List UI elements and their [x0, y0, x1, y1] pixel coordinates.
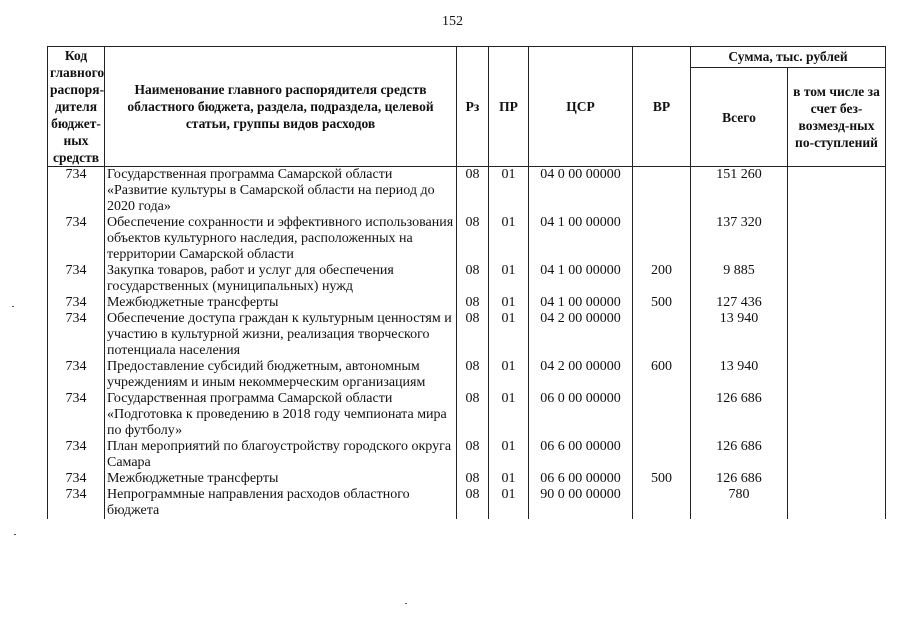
cell-pr: 01 — [489, 263, 529, 295]
cell-rz: 08 — [457, 311, 489, 359]
table-row — [48, 391, 886, 439]
cell-rz: 08 — [457, 167, 489, 216]
cell-total: 126 686 — [691, 471, 788, 487]
scan-speck — [405, 603, 407, 604]
cell-code: 734 — [48, 439, 105, 471]
cell-csr: 04 1 00 00000 — [529, 295, 633, 311]
cell-vr: 200 — [633, 263, 691, 295]
table-row — [48, 167, 886, 216]
cell-total: 126 686 — [691, 439, 788, 471]
cell-csr: 06 6 00 00000 — [529, 471, 633, 487]
cell-grants — [788, 215, 886, 263]
table-row — [48, 263, 886, 295]
cell-vr — [633, 311, 691, 359]
cell-name: Закупка товаров, работ и услуг для обеспечения государственных (муниципальных) нужд — [105, 263, 457, 295]
cell-csr: 04 2 00 00000 — [529, 311, 633, 359]
cell-total: 9 885 — [691, 263, 788, 295]
cell-pr: 01 — [489, 215, 529, 263]
cell-pr: 01 — [489, 471, 529, 487]
cell-pr: 01 — [489, 391, 529, 439]
header-vr: ВР — [633, 47, 691, 167]
page-number: 152 — [442, 14, 463, 29]
scan-speck — [14, 534, 16, 535]
cell-rz: 08 — [457, 263, 489, 295]
cell-name: Государственная программа Самарской области «Подготовка к проведению в 2018 году чемпионата мира по футболу» — [105, 391, 457, 439]
cell-rz: 08 — [457, 439, 489, 471]
cell-code: 734 — [48, 487, 105, 519]
cell-csr: 90 0 00 00000 — [529, 487, 633, 519]
cell-code: 734 — [48, 359, 105, 391]
cell-pr: 01 — [489, 487, 529, 519]
cell-name: Предоставление субсидий бюджетным, автономным учреждениям и иным некоммерческим организациям — [105, 359, 457, 391]
cell-code: 734 — [48, 263, 105, 295]
cell-total: 780 — [691, 487, 788, 519]
cell-vr — [633, 487, 691, 519]
cell-grants — [788, 487, 886, 519]
cell-grants — [788, 295, 886, 311]
cell-grants — [788, 359, 886, 391]
cell-name: Обеспечение сохранности и эффективного использования объектов культурного наследия, расположенных на территории Самарской области — [105, 215, 457, 263]
cell-pr: 01 — [489, 295, 529, 311]
cell-rz: 08 — [457, 391, 489, 439]
header-sum-group: Сумма, тыс. рублей — [691, 47, 886, 68]
cell-csr: 04 2 00 00000 — [529, 359, 633, 391]
cell-total: 126 686 — [691, 391, 788, 439]
cell-csr: 06 0 00 00000 — [529, 391, 633, 439]
cell-code: 734 — [48, 167, 105, 216]
cell-pr: 01 — [489, 359, 529, 391]
table-row — [48, 359, 886, 391]
cell-vr — [633, 439, 691, 471]
cell-csr: 06 6 00 00000 — [529, 439, 633, 471]
cell-grants — [788, 311, 886, 359]
cell-code: 734 — [48, 471, 105, 487]
cell-name: Межбюджетные трансферты — [105, 471, 457, 487]
cell-grants — [788, 439, 886, 471]
header-grants: в том числе за счет без-возмезд-ных по-ступлений — [788, 68, 886, 167]
cell-csr: 04 1 00 00000 — [529, 215, 633, 263]
table-body — [48, 167, 886, 520]
header-name: Наименование главного распорядителя средств областного бюджета, раздела, подраздела, целевой статьи, группы видов расходов — [105, 47, 457, 167]
cell-rz: 08 — [457, 471, 489, 487]
table-row — [48, 215, 886, 263]
cell-rz: 08 — [457, 295, 489, 311]
cell-name: Обеспечение доступа граждан к культурным ценностям и участию в культурной жизни, реализация творческого потенциала населения — [105, 311, 457, 359]
table-row — [48, 439, 886, 471]
cell-rz: 08 — [457, 487, 489, 519]
header-pr: ПР — [489, 47, 529, 167]
cell-total: 151 260 — [691, 167, 788, 216]
cell-code: 734 — [48, 295, 105, 311]
cell-name: Государственная программа Самарской области «Развитие культуры в Самарской области на период до 2020 года» — [105, 167, 457, 216]
scan-speck — [12, 306, 14, 307]
cell-pr: 01 — [489, 311, 529, 359]
cell-grants — [788, 391, 886, 439]
cell-csr: 04 0 00 00000 — [529, 167, 633, 216]
cell-total: 127 436 — [691, 295, 788, 311]
cell-total: 137 320 — [691, 215, 788, 263]
cell-pr: 01 — [489, 167, 529, 216]
table-row — [48, 295, 886, 311]
table-row — [48, 487, 886, 519]
cell-total: 13 940 — [691, 359, 788, 391]
cell-rz: 08 — [457, 359, 489, 391]
budget-table — [47, 46, 886, 519]
cell-vr — [633, 391, 691, 439]
cell-vr — [633, 167, 691, 216]
header-total: Всего — [691, 68, 788, 167]
table-header — [48, 47, 886, 167]
cell-vr: 500 — [633, 295, 691, 311]
cell-grants — [788, 167, 886, 216]
cell-pr: 01 — [489, 439, 529, 471]
cell-vr — [633, 215, 691, 263]
cell-grants — [788, 263, 886, 295]
cell-code: 734 — [48, 215, 105, 263]
cell-vr: 500 — [633, 471, 691, 487]
cell-name: Межбюджетные трансферты — [105, 295, 457, 311]
cell-name: Непрограммные направления расходов областного бюджета — [105, 487, 457, 519]
cell-name: План мероприятий по благоустройству городского округа Самара — [105, 439, 457, 471]
cell-csr: 04 1 00 00000 — [529, 263, 633, 295]
header-rz: Рз — [457, 47, 489, 167]
cell-rz: 08 — [457, 215, 489, 263]
cell-vr: 600 — [633, 359, 691, 391]
cell-code: 734 — [48, 311, 105, 359]
cell-grants — [788, 471, 886, 487]
table-row — [48, 471, 886, 487]
cell-code: 734 — [48, 391, 105, 439]
header-csr: ЦСР — [529, 47, 633, 167]
cell-total: 13 940 — [691, 311, 788, 359]
header-code: Код главного распоря-дителя бюджет-ных средств — [48, 47, 105, 167]
table-row — [48, 311, 886, 359]
